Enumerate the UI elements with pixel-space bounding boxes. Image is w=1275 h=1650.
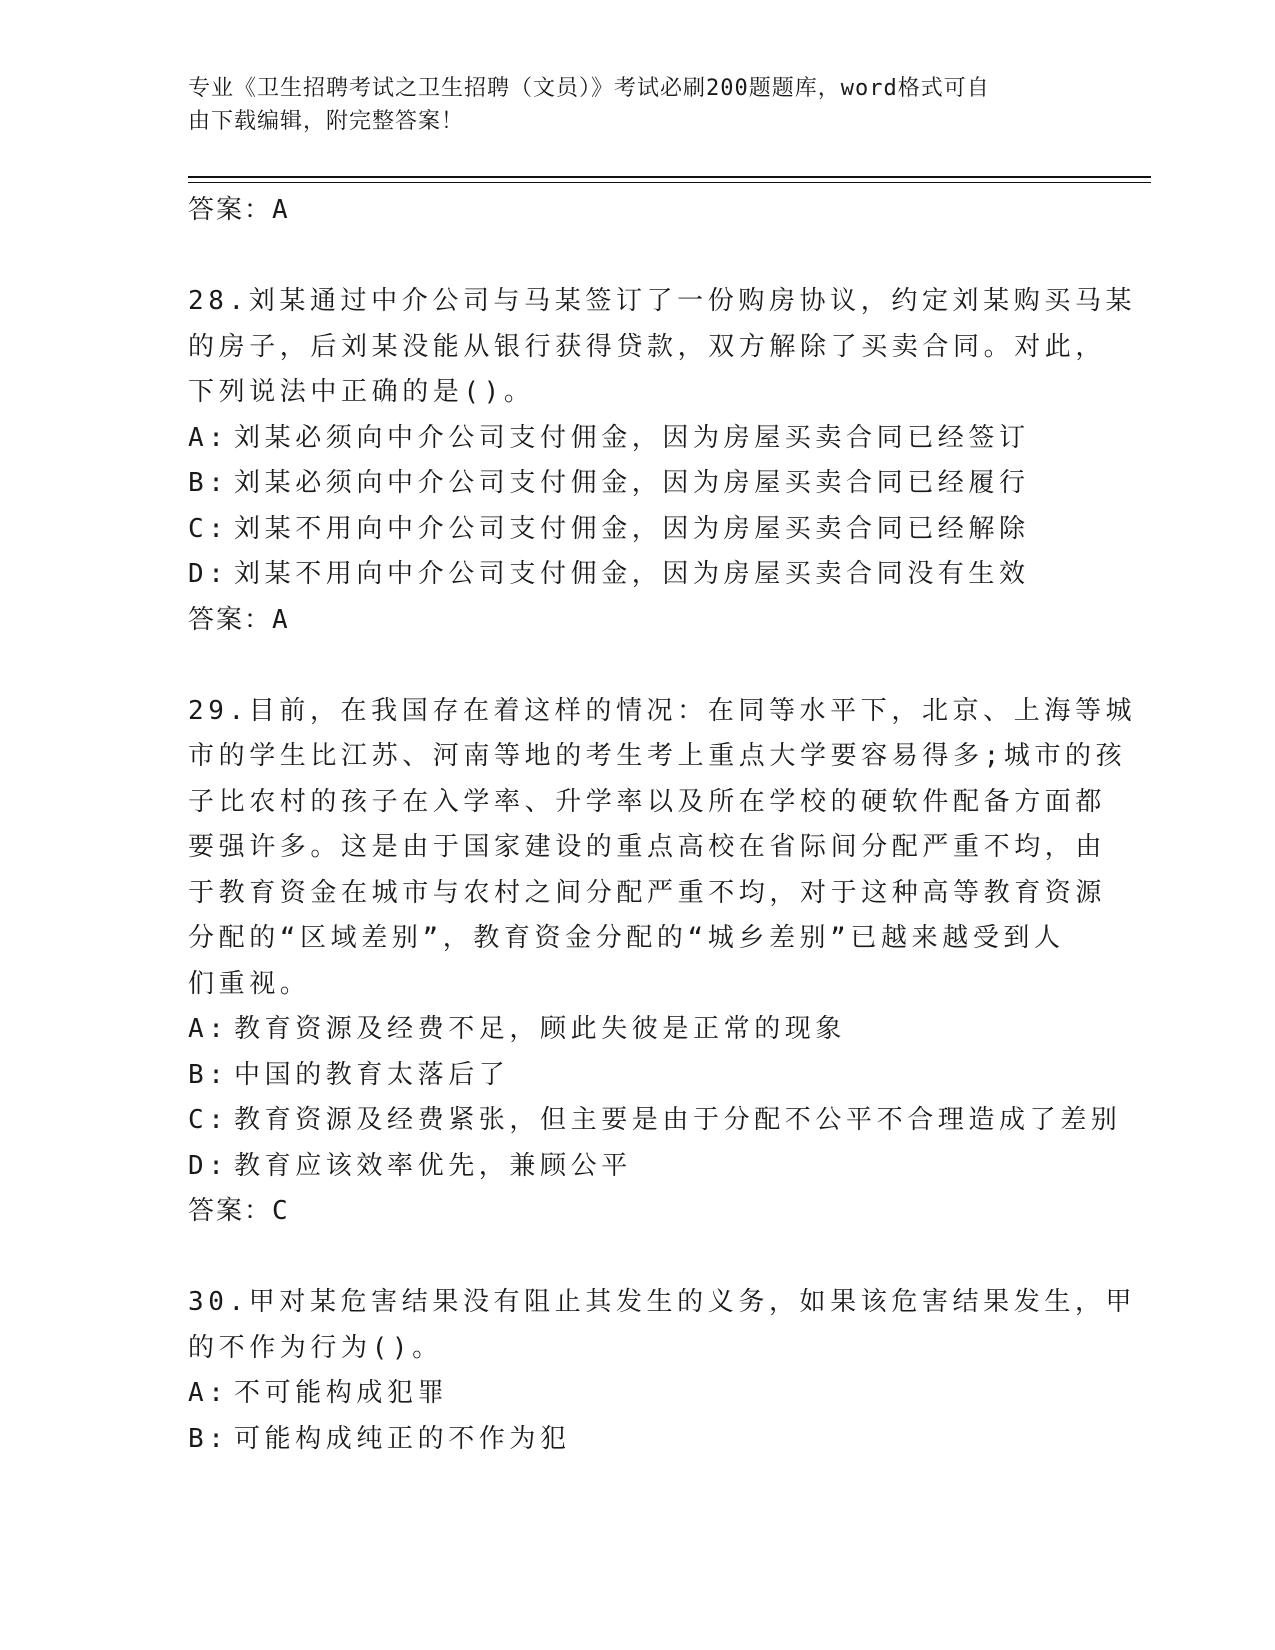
option-a — [188, 1007, 1088, 1053]
option-text: 刘某必须向中介公司支付佣金，因为房屋买卖合同已经签订 — [234, 422, 1030, 453]
question-text-line: 子比农村的孩子在入学率、升学率以及所在学校的硬软件配备方面都 — [188, 786, 1107, 817]
header-rule-thin — [188, 182, 1151, 183]
option-text: 教育资源及经费紧张，但主要是由于分配不公平不合理造成了差别 — [234, 1105, 1122, 1135]
option-key: A: — [188, 422, 229, 453]
option-key: D: — [188, 1150, 229, 1181]
question-29 — [188, 689, 1137, 1235]
answer-line: 答案：A — [188, 604, 290, 635]
question-text-line: 要强许多。这是由于国家建设的重点高校在省际间分配严重不均，由 — [188, 832, 1107, 862]
option-key: B: — [188, 1423, 229, 1454]
question-text-line: 的房子，后刘某没能从银行获得贷款，双方解除了买卖合同。对此， — [188, 331, 1107, 362]
option-key: C: — [188, 1105, 229, 1135]
option-key: B: — [188, 468, 229, 498]
question-text-line: 的不作为行为()。 — [188, 1332, 443, 1363]
question-text-line: 30.甲对某危害结果没有阻止其发生的义务，如果该危害结果发生，甲 — [188, 1287, 1137, 1317]
question-30 — [188, 1280, 1137, 1462]
option-d — [188, 1144, 1088, 1190]
option-text: 可能构成纯正的不作为犯 — [234, 1423, 571, 1454]
option-text: 刘某不用向中介公司支付佣金，因为房屋买卖合同已经解除 — [234, 513, 1030, 544]
option-key: A: — [188, 1014, 229, 1044]
option-c — [188, 507, 1088, 553]
option-key: A: — [188, 1378, 229, 1408]
header-line-1: 专业《卫生招聘考试之卫生招聘（文员）》考试必刷200题题库，word格式可自 — [188, 76, 990, 101]
question-text-line: 28.刘某通过中介公司与马某签订了一份购房协议，约定刘某购买马某 — [188, 286, 1137, 316]
question-text-line: 们重视。 — [188, 968, 311, 999]
document-body — [188, 188, 1137, 1462]
option-key: D: — [188, 559, 229, 589]
option-text: 教育资源及经费不足，顾此失彼是正常的现象 — [234, 1014, 847, 1044]
header-line-2: 由下载编辑，附完整答案！ — [188, 109, 465, 134]
option-key: B: — [188, 1059, 229, 1090]
spacer — [188, 1235, 1088, 1281]
question-text-line: 分配的“区域差别”，教育资金分配的“城乡差别”已越来越受到人 — [188, 923, 1065, 953]
question-text-line: 29.目前，在我国存在着这样的情况：在同等水平下，北京、上海等城 — [188, 695, 1137, 726]
answer-line: 答案：C — [188, 1196, 290, 1226]
answer-line: 答案：A — [188, 195, 290, 225]
question-28 — [188, 279, 1137, 643]
question-text-line: 市的学生比江苏、河南等地的考生考上重点大学要容易得多;城市的孩 — [188, 741, 1127, 771]
page-header — [188, 72, 1068, 138]
question-text-line: 于教育资金在城市与农村之间分配严重不均，对于这种高等教育资源 — [188, 877, 1107, 908]
option-text: 不可能构成犯罪 — [234, 1378, 449, 1408]
option-b — [188, 461, 1088, 507]
option-b — [188, 1417, 1088, 1463]
spacer — [188, 643, 1088, 689]
option-d — [188, 552, 1088, 598]
option-a — [188, 416, 1088, 462]
option-b — [188, 1053, 1088, 1099]
option-text: 中国的教育太落后了 — [234, 1059, 510, 1090]
option-c — [188, 1098, 1122, 1144]
question-text-line: 下列说法中正确的是()。 — [188, 377, 535, 407]
header-rule-thick — [188, 176, 1151, 178]
option-a — [188, 1371, 1088, 1417]
spacer — [188, 234, 1088, 280]
option-text: 刘某不用向中介公司支付佣金，因为房屋买卖合同没有生效 — [234, 559, 1030, 589]
option-text: 刘某必须向中介公司支付佣金，因为房屋买卖合同已经履行 — [234, 468, 1030, 498]
option-text: 教育应该效率优先，兼顾公平 — [234, 1150, 632, 1181]
option-key: C: — [188, 513, 229, 544]
